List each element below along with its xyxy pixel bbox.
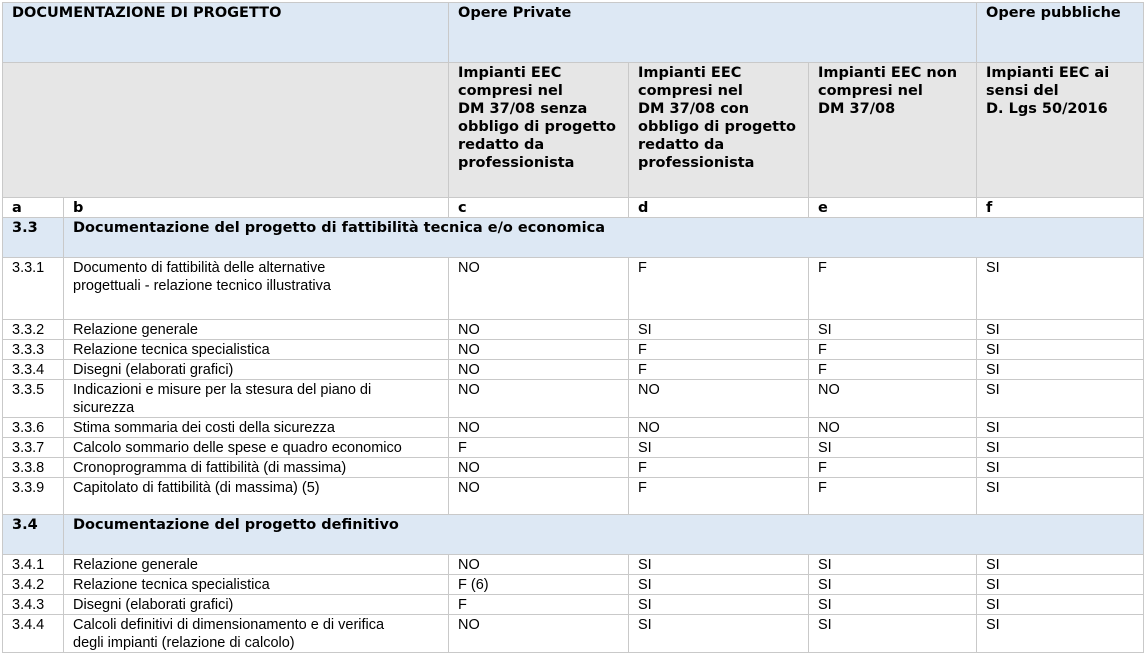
value-col-e: F bbox=[809, 258, 977, 320]
project-documentation-table bbox=[2, 2, 1144, 653]
header-row bbox=[3, 3, 1144, 63]
description-line: Relazione tecnica specialistica bbox=[73, 577, 270, 593]
value-col-f: SI bbox=[977, 458, 1144, 478]
section-row bbox=[3, 515, 1144, 555]
value-col-d: NO bbox=[629, 380, 809, 418]
row-code: 3.3.2 bbox=[3, 320, 64, 340]
value-col-d: SI bbox=[629, 438, 809, 458]
subheader-line: professionista bbox=[638, 155, 755, 171]
value-col-d: SI bbox=[629, 575, 809, 595]
subheader-line: compresi nel bbox=[638, 83, 743, 99]
private-works-header: Opere Private bbox=[449, 3, 977, 63]
value-col-e: F bbox=[809, 340, 977, 360]
row-code: 3.3.5 bbox=[3, 380, 64, 418]
value-col-f: SI bbox=[977, 320, 1144, 340]
row-description bbox=[64, 458, 449, 478]
subheader-line: D. Lgs 50/2016 bbox=[986, 101, 1108, 117]
value-col-f: SI bbox=[977, 438, 1144, 458]
subheader-line: Impianti EEC non bbox=[818, 65, 958, 81]
row-code: 3.3.9 bbox=[3, 478, 64, 515]
value-col-d: NO bbox=[629, 418, 809, 438]
table-row bbox=[3, 478, 1144, 515]
value-col-e: SI bbox=[809, 595, 977, 615]
row-code: 3.4.3 bbox=[3, 595, 64, 615]
column-letter: c bbox=[449, 198, 629, 218]
column-letter: e bbox=[809, 198, 977, 218]
value-col-f: SI bbox=[977, 478, 1144, 515]
section-row bbox=[3, 218, 1144, 258]
subheader-line: professionista bbox=[458, 155, 575, 171]
value-col-d: F bbox=[629, 478, 809, 515]
value-col-e: F bbox=[809, 360, 977, 380]
subheader-line: redatto da bbox=[458, 137, 545, 153]
value-col-e: NO bbox=[809, 418, 977, 438]
row-description bbox=[64, 438, 449, 458]
value-col-c: NO bbox=[449, 320, 629, 340]
description-line: Capitolato di fattibilità (di massima) (5) bbox=[73, 480, 320, 496]
table-row bbox=[3, 360, 1144, 380]
value-col-e: SI bbox=[809, 575, 977, 595]
value-col-c: NO bbox=[449, 615, 629, 653]
value-col-d: SI bbox=[629, 555, 809, 575]
value-col-e: NO bbox=[809, 380, 977, 418]
description-line: Disegni (elaborati grafici) bbox=[73, 597, 234, 613]
description-line: Documento di fattibilità delle alternative bbox=[73, 260, 326, 276]
value-col-f: SI bbox=[977, 380, 1144, 418]
value-col-d: F bbox=[629, 458, 809, 478]
row-description bbox=[64, 360, 449, 380]
value-col-c: NO bbox=[449, 418, 629, 438]
row-description bbox=[64, 258, 449, 320]
row-description bbox=[64, 595, 449, 615]
table-row bbox=[3, 340, 1144, 360]
value-col-d: SI bbox=[629, 595, 809, 615]
value-col-f: SI bbox=[977, 418, 1144, 438]
value-col-e: SI bbox=[809, 438, 977, 458]
value-col-e: SI bbox=[809, 615, 977, 653]
row-description bbox=[64, 418, 449, 438]
description-line: Calcoli definitivi di dimensionamento e di verifica bbox=[73, 617, 385, 633]
row-code: 3.4.1 bbox=[3, 555, 64, 575]
column-letter: b bbox=[64, 198, 449, 218]
description-line: Relazione generale bbox=[73, 557, 198, 573]
column-letter: a bbox=[3, 198, 64, 218]
table-row bbox=[3, 320, 1144, 340]
row-code: 3.3.1 bbox=[3, 258, 64, 320]
subheader-col-f bbox=[977, 63, 1144, 198]
description-line: degli impianti (relazione di calcolo) bbox=[73, 635, 295, 651]
value-col-c: NO bbox=[449, 340, 629, 360]
row-code: 3.3.6 bbox=[3, 418, 64, 438]
value-col-f: SI bbox=[977, 258, 1144, 320]
row-code: 3.3.7 bbox=[3, 438, 64, 458]
description-line: sicurezza bbox=[73, 400, 135, 416]
description-line: Relazione generale bbox=[73, 322, 198, 338]
subheader-line: obbligo di progetto bbox=[638, 119, 796, 135]
column-letter: f bbox=[977, 198, 1144, 218]
section-code: 3.3 bbox=[3, 218, 64, 258]
row-description bbox=[64, 380, 449, 418]
column-letters-row bbox=[3, 198, 1144, 218]
row-code: 3.3.8 bbox=[3, 458, 64, 478]
description-line: Indicazioni e misure per la stesura del piano di bbox=[73, 382, 372, 398]
value-col-c: NO bbox=[449, 458, 629, 478]
table-row bbox=[3, 380, 1144, 418]
value-col-e: F bbox=[809, 478, 977, 515]
row-description bbox=[64, 615, 449, 653]
table-row bbox=[3, 615, 1144, 653]
subheader-col-c bbox=[449, 63, 629, 198]
value-col-e: F bbox=[809, 458, 977, 478]
section-title: Documentazione del progetto di fattibilità tecnica e/o economica bbox=[64, 218, 1144, 258]
section-title: Documentazione del progetto definitivo bbox=[64, 515, 1144, 555]
subheader-col-e bbox=[809, 63, 977, 198]
subheader-line: sensi del bbox=[986, 83, 1059, 99]
value-col-c: NO bbox=[449, 380, 629, 418]
value-col-d: F bbox=[629, 340, 809, 360]
value-col-f: SI bbox=[977, 575, 1144, 595]
value-col-f: SI bbox=[977, 555, 1144, 575]
table-row bbox=[3, 575, 1144, 595]
subheader-col-d bbox=[629, 63, 809, 198]
subheader-line: DM 37/08 bbox=[818, 101, 896, 117]
value-col-f: SI bbox=[977, 595, 1144, 615]
table-row bbox=[3, 258, 1144, 320]
description-line: Calcolo sommario delle spese e quadro economico bbox=[73, 440, 402, 456]
value-col-d: F bbox=[629, 258, 809, 320]
value-col-e: SI bbox=[809, 555, 977, 575]
description-line: Disegni (elaborati grafici) bbox=[73, 362, 234, 378]
subheader-line: Impianti EEC ai bbox=[986, 65, 1110, 81]
subheader-line: Impianti EEC bbox=[638, 65, 742, 81]
row-code: 3.4.4 bbox=[3, 615, 64, 653]
column-letter: d bbox=[629, 198, 809, 218]
row-description bbox=[64, 478, 449, 515]
value-col-c: NO bbox=[449, 555, 629, 575]
row-description bbox=[64, 320, 449, 340]
row-description bbox=[64, 575, 449, 595]
table-row bbox=[3, 595, 1144, 615]
value-col-c: NO bbox=[449, 478, 629, 515]
description-line: progettuali - relazione tecnico illustrativa bbox=[73, 278, 331, 294]
value-col-c: NO bbox=[449, 360, 629, 380]
value-col-d: SI bbox=[629, 320, 809, 340]
subheader-row bbox=[3, 63, 1144, 198]
value-col-c: F (6) bbox=[449, 575, 629, 595]
table-row bbox=[3, 418, 1144, 438]
value-col-c: F bbox=[449, 595, 629, 615]
section-code: 3.4 bbox=[3, 515, 64, 555]
subheader-line: DM 37/08 con bbox=[638, 101, 750, 117]
row-code: 3.3.4 bbox=[3, 360, 64, 380]
subheader-line: DM 37/08 senza bbox=[458, 101, 588, 117]
value-col-d: F bbox=[629, 360, 809, 380]
subheader-line: obbligo di progetto bbox=[458, 119, 616, 135]
subheader-blank bbox=[3, 63, 449, 198]
table-row bbox=[3, 438, 1144, 458]
description-line: Relazione tecnica specialistica bbox=[73, 342, 270, 358]
value-col-c: NO bbox=[449, 258, 629, 320]
description-line: Cronoprogramma di fattibilità (di massima) bbox=[73, 460, 347, 476]
public-works-header: Opere pubbliche bbox=[977, 3, 1144, 63]
table-row bbox=[3, 458, 1144, 478]
value-col-f: SI bbox=[977, 360, 1144, 380]
table-row bbox=[3, 555, 1144, 575]
subheader-line: compresi nel bbox=[818, 83, 923, 99]
description-line: Stima sommaria dei costi della sicurezza bbox=[73, 420, 335, 436]
value-col-e: SI bbox=[809, 320, 977, 340]
row-code: 3.3.3 bbox=[3, 340, 64, 360]
value-col-f: SI bbox=[977, 340, 1144, 360]
subheader-line: redatto da bbox=[638, 137, 725, 153]
subheader-line: compresi nel bbox=[458, 83, 563, 99]
row-code: 3.4.2 bbox=[3, 575, 64, 595]
row-description bbox=[64, 555, 449, 575]
subheader-line: Impianti EEC bbox=[458, 65, 562, 81]
value-col-d: SI bbox=[629, 615, 809, 653]
value-col-c: F bbox=[449, 438, 629, 458]
row-description bbox=[64, 340, 449, 360]
value-col-f: SI bbox=[977, 615, 1144, 653]
table-title: DOCUMENTAZIONE DI PROGETTO bbox=[3, 3, 449, 63]
